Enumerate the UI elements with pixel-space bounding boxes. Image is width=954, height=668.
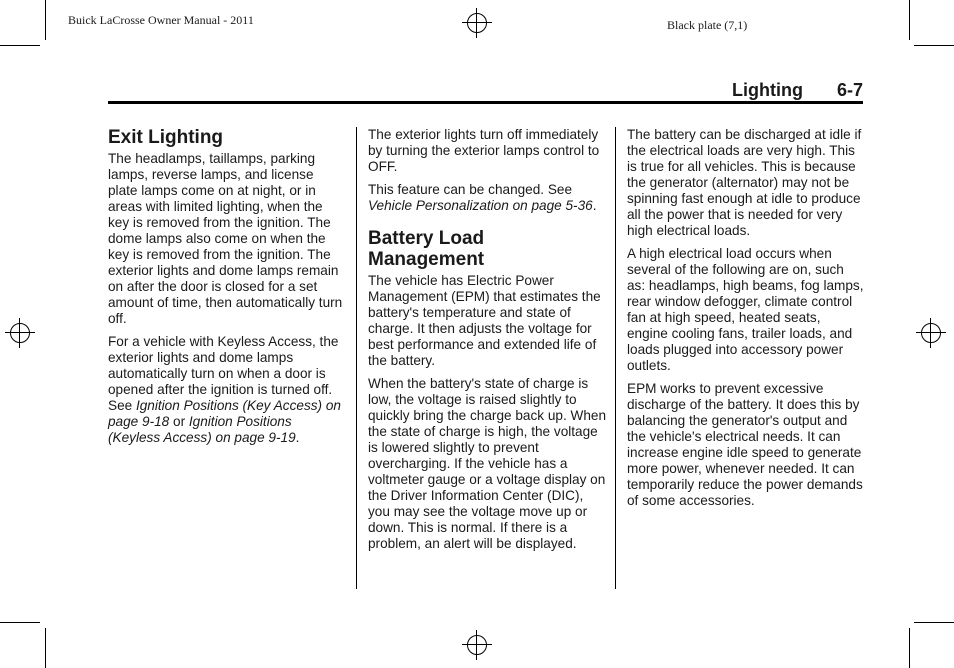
- cross-reference-link[interactable]: Vehicle Personalization on page 5-36: [368, 198, 593, 213]
- column-2: [368, 127, 608, 559]
- paragraph: This feature can be changed. See Vehicle Personalization on page 5-36.: [368, 182, 597, 213]
- registration-mark: [916, 318, 946, 348]
- paragraph: EPM works to prevent excessive discharge of the battery. It does this by balancing the generator's output and the vehicle's electrical needs. It can increase engine idle speed to generate more power, whenever needed. It can temporarily reduce the power demands of some accessories.: [627, 381, 863, 508]
- paragraph: The vehicle has Electric Power Management (EPM) that estimates the battery's temperature and state of charge. It then adjusts the voltage for best performance and extended life of the battery.: [368, 273, 601, 368]
- exit-lighting-heading: Exit Lighting: [108, 127, 224, 148]
- column-1: [108, 127, 344, 453]
- crop-mark: [0, 45, 40, 46]
- paragraph: The battery can be discharged at idle if the electrical loads are very high. This is true for all vehicles. This is because the generator (alternator) may not be spinning fast enough at idle to produce all the power that is needed for very high electrical loads.: [627, 127, 862, 238]
- column-divider: [615, 127, 616, 589]
- crop-mark: [909, 628, 910, 668]
- registration-mark: [462, 630, 492, 660]
- crop-mark: [914, 45, 954, 46]
- cross-reference-link[interactable]: Ignition Positions (Keyless Access) on page 9-19: [108, 414, 296, 445]
- column-divider: [356, 127, 357, 589]
- section-title: Lighting: [732, 80, 803, 100]
- paragraph: The headlamps, taillamps, parking lamps, reverse lamps, and license plate lamps come on at night, or in areas with limited lighting, when the key is removed from the ignition. The dome lamps also come on when the key is removed from the ignition. The exterior lights and dome lamps remain on after the door is closed for a set amount of time, then automatically turn off.: [108, 151, 343, 326]
- paragraph: The exterior lights turn off immediately by turning the exterior lamps control to OFF.: [368, 127, 600, 174]
- paragraph: For a vehicle with Keyless Access, the exterior lights and dome lamps automatically turn on when a door is opened after the ignition is turned off. See Ignition Positions (Key Access) on page 9-18 or Ignition Positions (Keyless Access) on page 9-19.: [108, 334, 341, 445]
- registration-mark: [462, 8, 492, 38]
- registration-mark: [5, 318, 35, 348]
- paragraph: A high electrical load occurs when several of the following are on, such as: headlamps, high beams, fog lamps, rear window defogger, climate control fan at high speed, heated seats, engine cooling fans, trailer loads, and loads plugged into accessory power outlets.: [627, 246, 864, 373]
- crop-mark: [45, 628, 46, 668]
- page-number: 6-7: [836, 80, 863, 100]
- battery-load-management-heading: Battery Load Management: [368, 228, 485, 270]
- cross-reference-link[interactable]: Ignition Positions (Key Access) on page 9-18: [108, 398, 341, 429]
- header-rule: [108, 101, 863, 104]
- crop-mark: [0, 622, 40, 623]
- paragraph: When the battery's state of charge is low, the voltage is raised slightly to quickly bring the charge back up. When the state of charge is high, the voltage is lowered slightly to prevent overcharging. If the vehicle has a voltmeter gauge or a voltage display on the Driver Information Center (DIC), you may see the voltage move up or down. This is normal. If there is a problem, an alert will be displayed.: [368, 376, 607, 551]
- plate-number: Black plate (7,1): [667, 18, 748, 32]
- plate-manual-title: Buick LaCrosse Owner Manual - 2011: [68, 13, 254, 27]
- column-3: [627, 127, 865, 516]
- crop-mark: [909, 0, 910, 40]
- page-header: [732, 80, 863, 101]
- crop-mark: [45, 0, 46, 40]
- crop-mark: [914, 622, 954, 623]
